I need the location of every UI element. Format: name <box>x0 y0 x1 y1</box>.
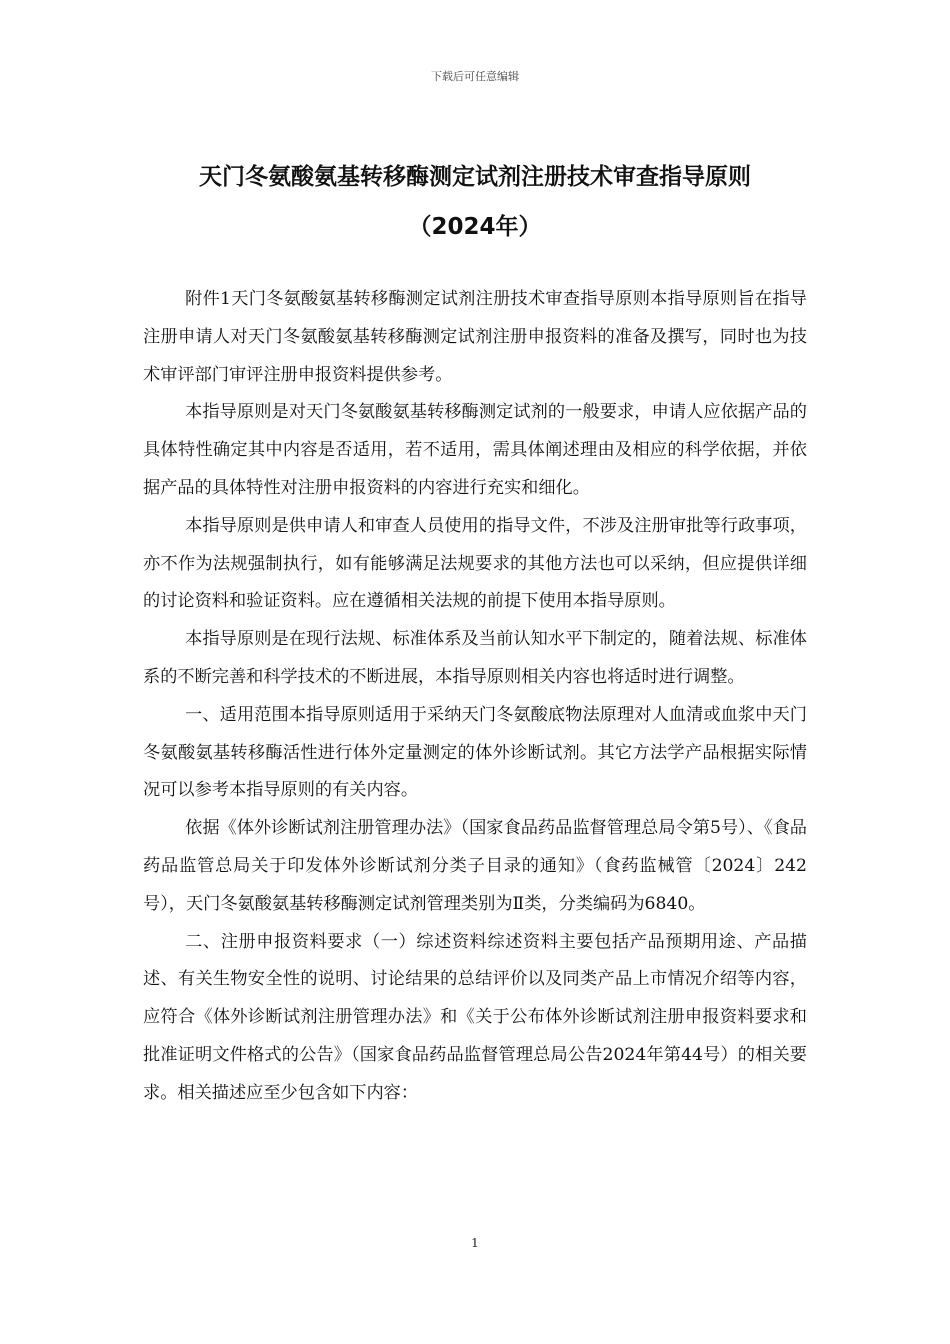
paragraph-submission-requirements: 二、注册申报资料要求（一）综述资料综述资料主要包括产品预期用途、产品描述、有关生物安全性的说明、讨论结果的总结评价以及同类产品上市情况介绍等内容，应符合《体外诊断试剂注册管理办法》和《关于公布体外诊断试剂注册申报资料要求和批准证明文件格式的公告》（国家食品药品监督管理总局公告2024年第44号）的相关要求。相关描述应至少包含如下内容： <box>143 931 807 1103</box>
paragraph-adjustment: 本指导原则是在现行法规、标准体系及当前认知水平下制定的，随着法规、标准体系的不断完善和科学技术的不断进展，本指导原则相关内容也将适时进行调整。 <box>143 629 807 687</box>
header-note: 下载后可任意编辑 <box>431 70 519 83</box>
paragraph-intro: 附件1天门冬氨酸氨基转移酶测定试剂注册技术审查指导原则本指导原则旨在指导注册申请人对天门冬氨酸氨基转移酶测定试剂注册申报资料的准备及撰写，同时也为技术审评部门审评注册申报资料提供参考。 <box>143 289 807 385</box>
paragraph-classification: 依据《体外诊断试剂注册管理办法》（国家食品药品监督管理总局令第5号）、《食品药品监管总局关于印发体外诊断试剂分类子目录的通知》（食药监械管〔2024〕242号），天门冬氨酸氨基转移酶测定试剂管理类别为Ⅱ类，分类编码为6840。 <box>143 818 807 914</box>
title-line-2: （2024年） <box>408 214 542 240</box>
paragraph-guidance-usage: 本指导原则是供申请人和审查人员使用的指导文件，不涉及注册审批等行政事项，亦不作为法规强制执行，如有能够满足法规要求的其他方法也可以采纳，但应提供详细的讨论资料和验证资料。应在遵循相关法规的前提下使用本指导原则。 <box>143 515 807 612</box>
paragraph-general-requirements: 本指导原则是对天门冬氨酸氨基转移酶测定试剂的一般要求，申请人应依据产品的具体特性确定其中内容是否适用，若不适用，需具体阐述理由及相应的科学依据，并依据产品的具体特性对注册申报资料的内容进行充实和细化。 <box>143 402 807 498</box>
paragraph-scope: 一、适用范围本指导原则适用于采纳天门冬氨酸底物法原理对人血清或血浆中天门冬氨酸氨基转移酶活性进行体外定量测定的体外诊断试剂。其它方法学产品根据实际情况可以参考本指导原则的有关内容。 <box>143 704 807 801</box>
title-line-1: 天门冬氨酸氨基转移酶测定试剂注册技术审查指导原则 <box>199 164 751 190</box>
document-body <box>143 281 807 1113</box>
document-title <box>80 152 870 252</box>
page-number: 1 <box>471 1236 479 1250</box>
